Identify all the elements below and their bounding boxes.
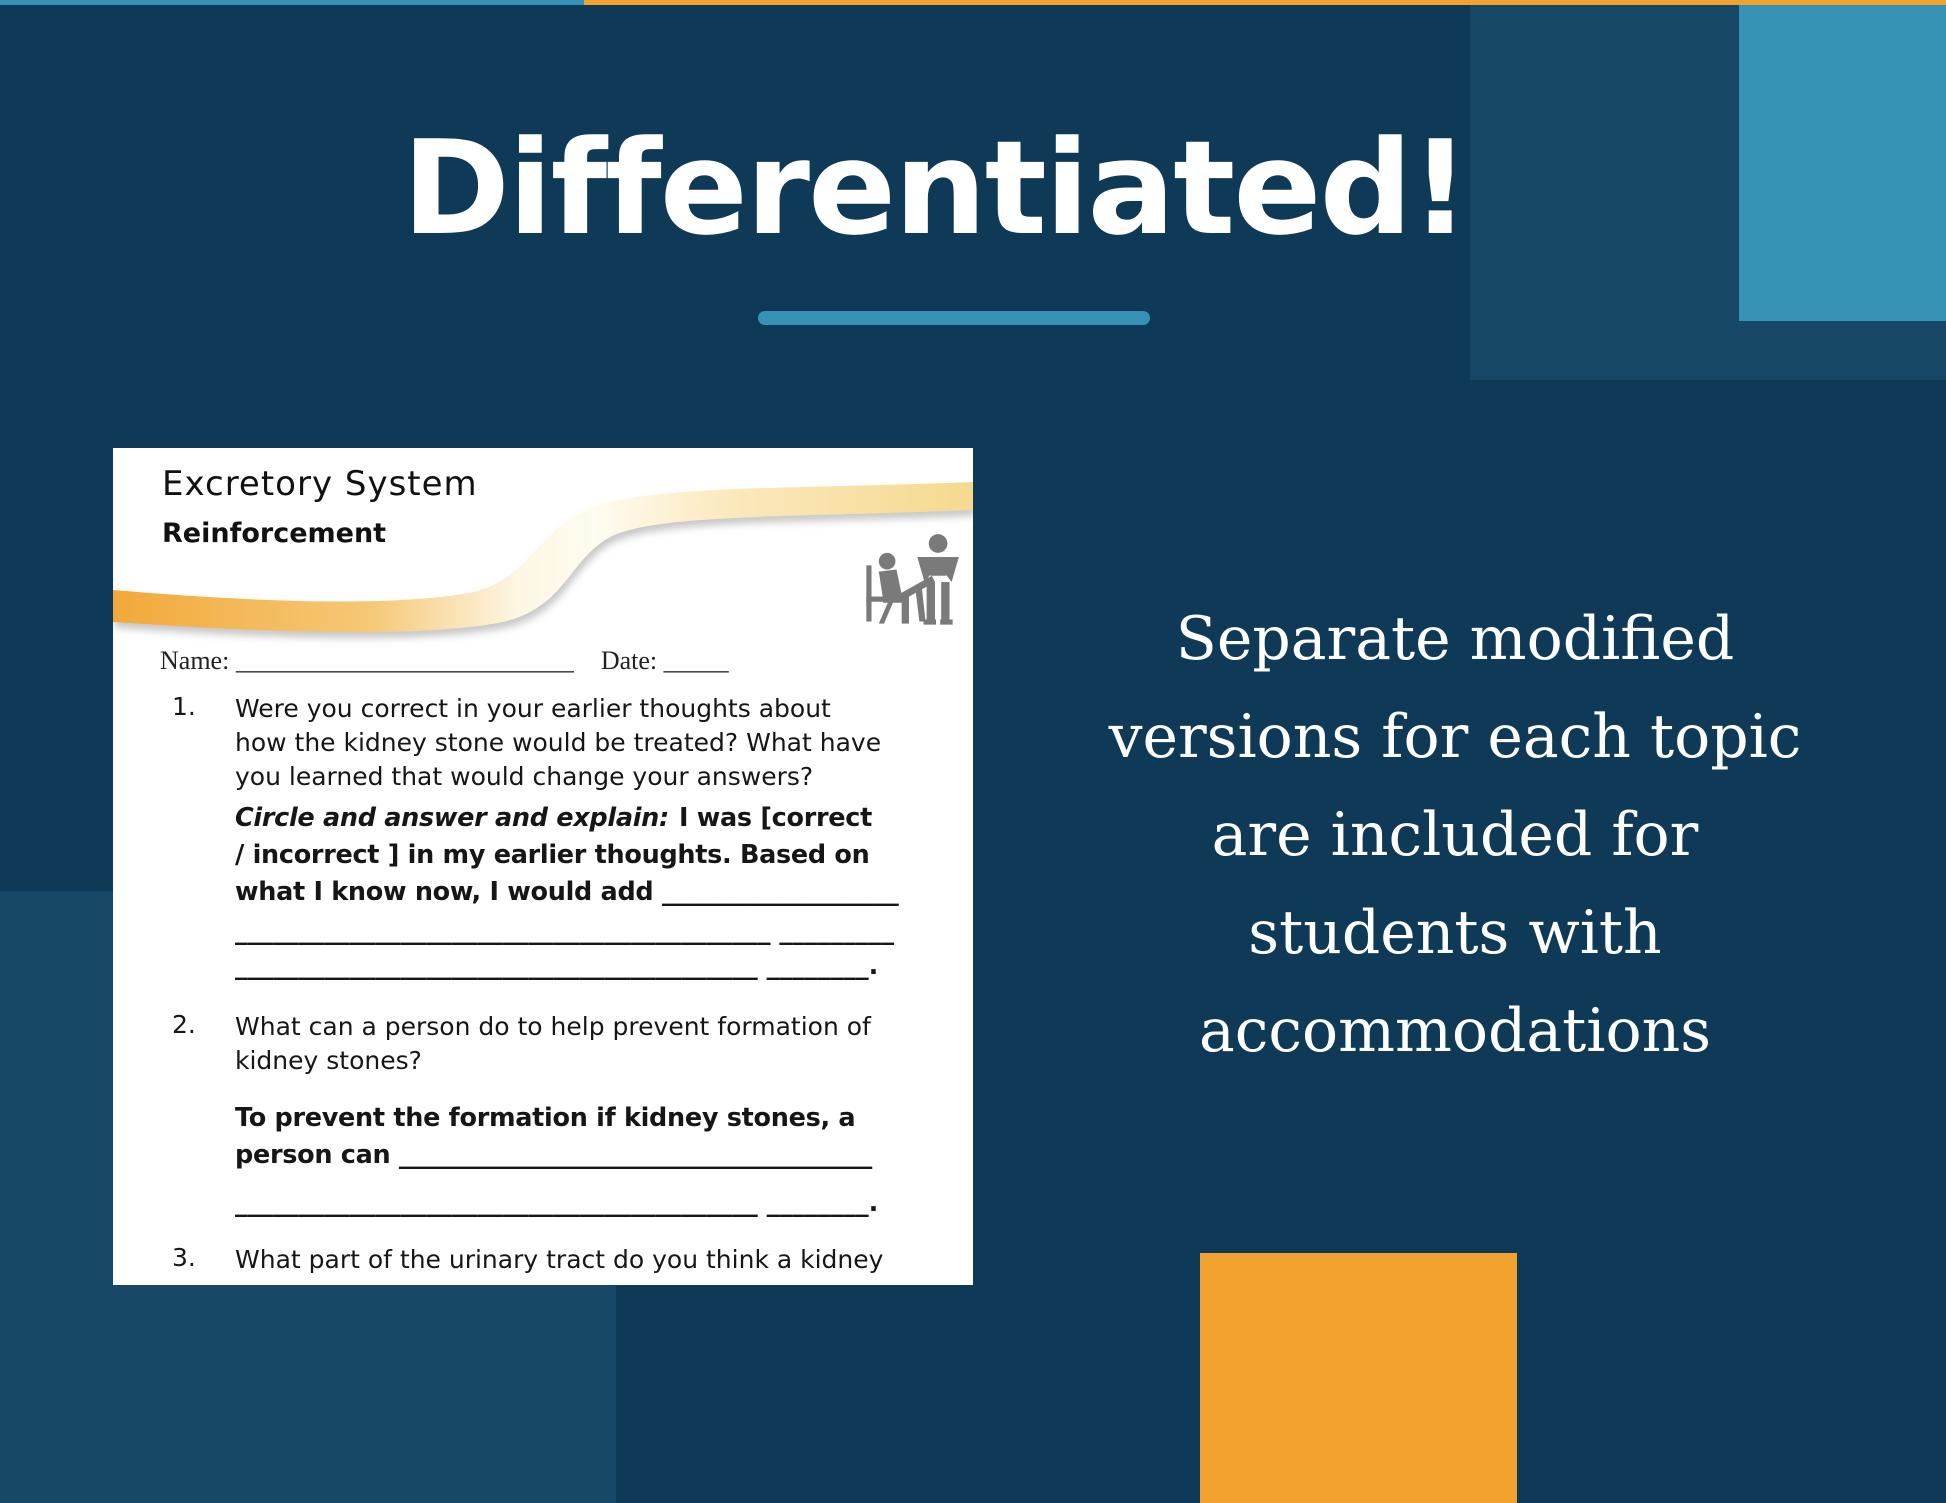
question-1-number: 1. — [172, 692, 196, 721]
decor-topline-teal — [0, 0, 584, 5]
question-1-text: Were you correct in your earlier thoughts about how the kidney stone would be treated? What have you learned that would change your answers? — [235, 694, 882, 791]
worksheet-preview — [113, 448, 973, 1285]
description-line: versions for each topic — [1108, 702, 1802, 772]
worksheet-title: Excretory System — [162, 464, 478, 504]
decor-orange-rect — [1200, 1253, 1517, 1503]
description-line: students with — [1248, 898, 1662, 968]
answer-1-lead: Circle and answer and explain: — [235, 803, 669, 833]
question-2-number: 2. — [172, 1010, 196, 1039]
name-label: Name: — [160, 646, 230, 675]
question-3-text: What part of the urinary tract do you think a kidney — [235, 1245, 884, 1274]
description-line: are included for — [1211, 800, 1699, 870]
page-title: Differentiated! — [402, 112, 1468, 264]
students-teacher-icon — [851, 530, 969, 634]
decor-topline-orange — [584, 0, 1946, 5]
description-line: accommodations — [1198, 996, 1712, 1066]
name-blank: __________________________ — [235, 646, 574, 675]
description-line: Separate modified — [1175, 604, 1735, 674]
date-blank: _____ — [663, 646, 729, 675]
question-2-text: What can a person do to help prevent formation of kidney stones? — [235, 1012, 871, 1075]
description-text — [985, 590, 1925, 1080]
answer-2-frame: To prevent the formation if kidney stones, a person can ______________________________________ — [235, 1103, 873, 1170]
date-label: Date: — [600, 646, 658, 675]
title-underline — [758, 311, 1150, 325]
question-3-number: 3. — [172, 1243, 196, 1272]
name-date-row — [160, 646, 729, 676]
answer-1-blank-lines: __________________________________________ _________ _________________________________________ ________. — [235, 916, 895, 981]
answer-1-frame: Circle and answer and explain: I was [correct / incorrect ] in my earlier thoughts. Based on what I know now, I would add ___________________ — [235, 803, 899, 907]
answer-2-blank-lines: _________________________________________ ________. — [235, 1188, 879, 1218]
worksheet-subtitle: Reinforcement — [162, 518, 387, 549]
